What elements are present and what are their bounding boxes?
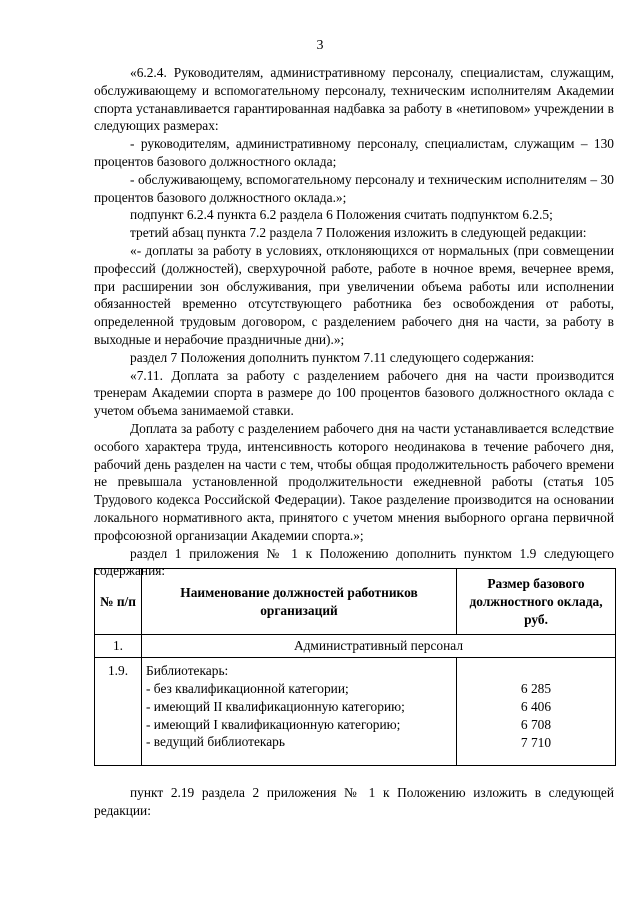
section-title: Административный персонал [142,635,616,658]
page-number: 3 [316,38,324,53]
document-body [94,64,614,580]
section-number: 1. [95,635,142,658]
salary-value: 6 285 [520,681,552,697]
position-item: - ведущий библиотекарь [146,734,285,750]
table-row [95,658,616,766]
paragraph: - обслуживающему, вспомогательному персоналу и техническим исполнителям – 30 процентов базового должностного оклада.»; [94,171,614,205]
position-cell [142,658,457,766]
paragraph: Доплата за работу с разделением рабочего дня на части устанавливается вследствие особого характера труда, интенсивность которого неодинакова в течение рабочего дня, рабочий день разделен на части с тем, чтобы общая продолжительность рабочего времени не превышала установленной продолжительности ежедневной работы (статья 105 Трудового кодекса Российской Федерации). Такое разделение производится на основании локального нормативного акта, принятого с учетом мнения выборного органа первичной профсоюзной организации Академии спорта.»; [94,420,614,543]
paragraph: «7.11. Доплата за работу с разделением рабочего дня на части производится тренерам Академии спорта в размере до 100 процентов базового должностного оклада с учетом объема занимаемой ставки. [94,367,614,419]
column-header-salary: Размер базового должностного оклада, руб. [457,569,616,635]
salary-cell [457,658,616,766]
paragraph: раздел 1 приложения № 1 к Положению дополнить пунктом 1.9 следующего содержания: [94,545,614,579]
table-section-row [95,635,616,658]
paragraph: подпункт 6.2.4 пункта 6.2 раздела 6 Положения считать подпунктом 6.2.5; [130,207,553,223]
column-header-position: Наименование должностей работников организаций [142,569,457,635]
row-number: 1.9. [95,658,142,766]
column-header-number: № п/п [95,569,142,635]
table-header-row [95,569,616,635]
salary-value: 6 708 [520,716,552,732]
paragraph: пункт 2.19 раздела 2 приложения № 1 к Положению изложить в следующей редакции: [94,785,614,818]
salary-value: 6 406 [520,698,552,714]
paragraph: раздел 7 Положения дополнить пунктом 7.11 следующего содержания: [130,349,535,365]
closing-text [94,784,614,820]
position-item: - имеющий I квалификационную категорию; [146,716,401,732]
position-item: - имеющий II квалификационную категорию; [146,698,405,714]
paragraph: - руководителям, административному персоналу, специалистам, служащим – 130 процентов базового должностного оклада; [94,136,614,169]
paragraph: «6.2.4. Руководителям, административному персоналу, специалистам, служащим, обслуживающему и вспомогательному персоналу, техническим исполнителям Академии спорта устанавливается гарантированная надбавка за работу в «нетиповом» учреждении в следующих размерах: [94,65,614,134]
position-item: - без квалификационной категории; [146,680,349,696]
position-title: Библиотекарь: [146,663,229,679]
salary-value: 7 710 [520,734,552,750]
salary-table [94,568,616,766]
paragraph: «- доплаты за работу в условиях, отклоняющихся от нормальных (при совмещении профессий (должностей), сверхурочной работе, работе в ночное время, вечернее время, при расширении зон обслуживания, при увеличении объема работы или исполнении обязанностей временно отсутствующего работника без освобождения от работы, определенной трудовым договором, с разделением рабочего дня на части, за работу в выходные и нерабочие праздничные дни).»; [94,242,614,347]
paragraph: третий абзац пункта 7.2 раздела 7 Положения изложить в следующей редакции: [130,225,587,241]
